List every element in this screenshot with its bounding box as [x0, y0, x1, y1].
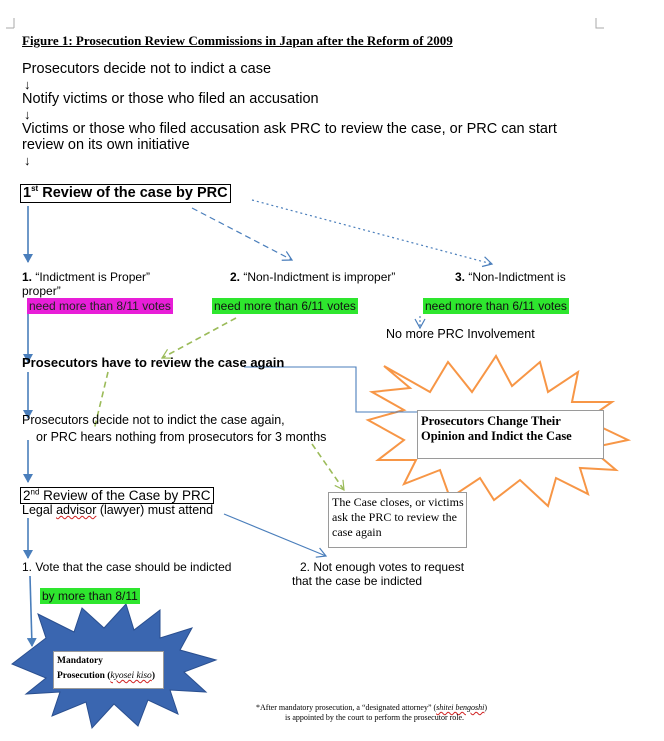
change-opinion-box — [417, 410, 604, 459]
footnote-shitei-bengoshi: shitei bengoshi — [436, 703, 485, 712]
change-opinion-line1: Prosecutors Change Their — [421, 414, 561, 428]
second-review-num: 2 — [23, 488, 31, 503]
step-notify-victims: Notify victims or those who filed an accusation — [22, 91, 319, 107]
first-review-label: Review of the case by PRC — [38, 185, 228, 201]
option-1-num: 1. — [22, 270, 33, 284]
mandatory-kyosei-kiso: kyosei kiso — [110, 671, 152, 681]
prosecutors-decide-again-line1: Prosecutors decide not to indict the case again, — [22, 413, 285, 427]
no-more-prc-involvement: No more PRC Involvement — [386, 327, 535, 341]
by-more-than-8-11: by more than 8/11 — [42, 589, 138, 603]
down-arrow-glyph-3: ↓ — [24, 153, 31, 168]
arrow-review-to-option3 — [252, 200, 492, 264]
arrow-review-to-option2 — [192, 208, 292, 260]
option-1-continued: proper” — [22, 284, 61, 298]
option-3-text: “Non-Indictment is — [465, 270, 566, 284]
case-closes-box: The Case closes, or victims ask the PRC to review the case again — [328, 492, 467, 548]
step-ask-prc-line2: review on its own initiative — [22, 137, 190, 153]
page-corner-mark-right — [596, 18, 604, 28]
change-opinion-line2: Opinion and Indict the Case — [421, 429, 572, 443]
arrow-option2-to-review-again — [162, 318, 236, 358]
mandatory-prosecution-box — [53, 651, 164, 689]
option-3-num: 3. — [455, 270, 466, 284]
option-3 — [455, 270, 566, 284]
vote-requirement-3: need more than 6/11 votes — [425, 299, 567, 313]
second-review-sup: nd — [30, 487, 40, 497]
option-1-text: “Indictment is Proper” — [32, 270, 151, 284]
first-review-sup: st — [31, 184, 39, 194]
vote-indicted: 1. Vote that the case should be indicted — [22, 560, 232, 574]
vote-requirement-1: need more than 8/11 votes — [29, 299, 171, 313]
vote-requirement-2: need more than 6/11 votes — [214, 299, 356, 313]
second-review-box — [20, 487, 214, 504]
footnote-line1 — [256, 703, 487, 712]
page-corner-mark-left — [6, 18, 14, 28]
mandatory-close: ) — [151, 671, 155, 681]
connector-second-review-to-not-enough — [224, 514, 326, 556]
option-1 — [22, 270, 150, 284]
option-2-num: 2. — [230, 270, 241, 284]
prosecutors-review-again: Prosecutors have to review the case again — [22, 355, 285, 370]
step-prosecutors-decide: Prosecutors decide not to indict a case — [22, 61, 272, 77]
option-2-text: “Non-Indictment is improper” — [240, 270, 396, 284]
legal-advisor-word: advisor — [56, 503, 97, 517]
first-review-num: 1 — [23, 185, 32, 201]
mandatory-line2: Prosecution ( — [57, 671, 111, 681]
vote-not-enough-line1: 2. Not enough votes to request — [300, 560, 465, 574]
step-ask-prc-line1: Victims or those who filed accusation ask PRC to review the case, or PRC can start — [22, 121, 557, 137]
option-2 — [230, 270, 395, 284]
figure-title: Figure 1: Prosecution Review Commissions in Japan after the Reform of 2009 — [22, 33, 453, 48]
prosecutors-decide-again-line2: or PRC hears nothing from prosecutors for 3 months — [36, 430, 327, 444]
first-review-box — [20, 184, 231, 203]
footnote-line1-post: ) — [484, 703, 488, 712]
footnote-line1-pre: *After mandatory prosecution, a “designated attorney” ( — [256, 703, 437, 712]
legal-advisor-pre: Legal — [22, 503, 57, 517]
second-review-label: Review of the Case by PRC — [39, 488, 211, 503]
footnote-line2: is appointed by the court to perform the prosecutor role. — [285, 713, 465, 722]
vote-not-enough-line2: that the case be indicted — [292, 574, 423, 588]
legal-advisor-note — [22, 503, 213, 517]
arrow-vote-to-mandatory — [30, 576, 32, 646]
down-arrow-glyph-1: ↓ — [24, 77, 31, 92]
arrow-green-to-case-closes — [312, 444, 344, 490]
down-arrow-glyph-2: ↓ — [24, 107, 31, 122]
legal-advisor-post: (lawyer) must attend — [96, 503, 214, 517]
mandatory-line1: Mandatory — [57, 656, 103, 666]
